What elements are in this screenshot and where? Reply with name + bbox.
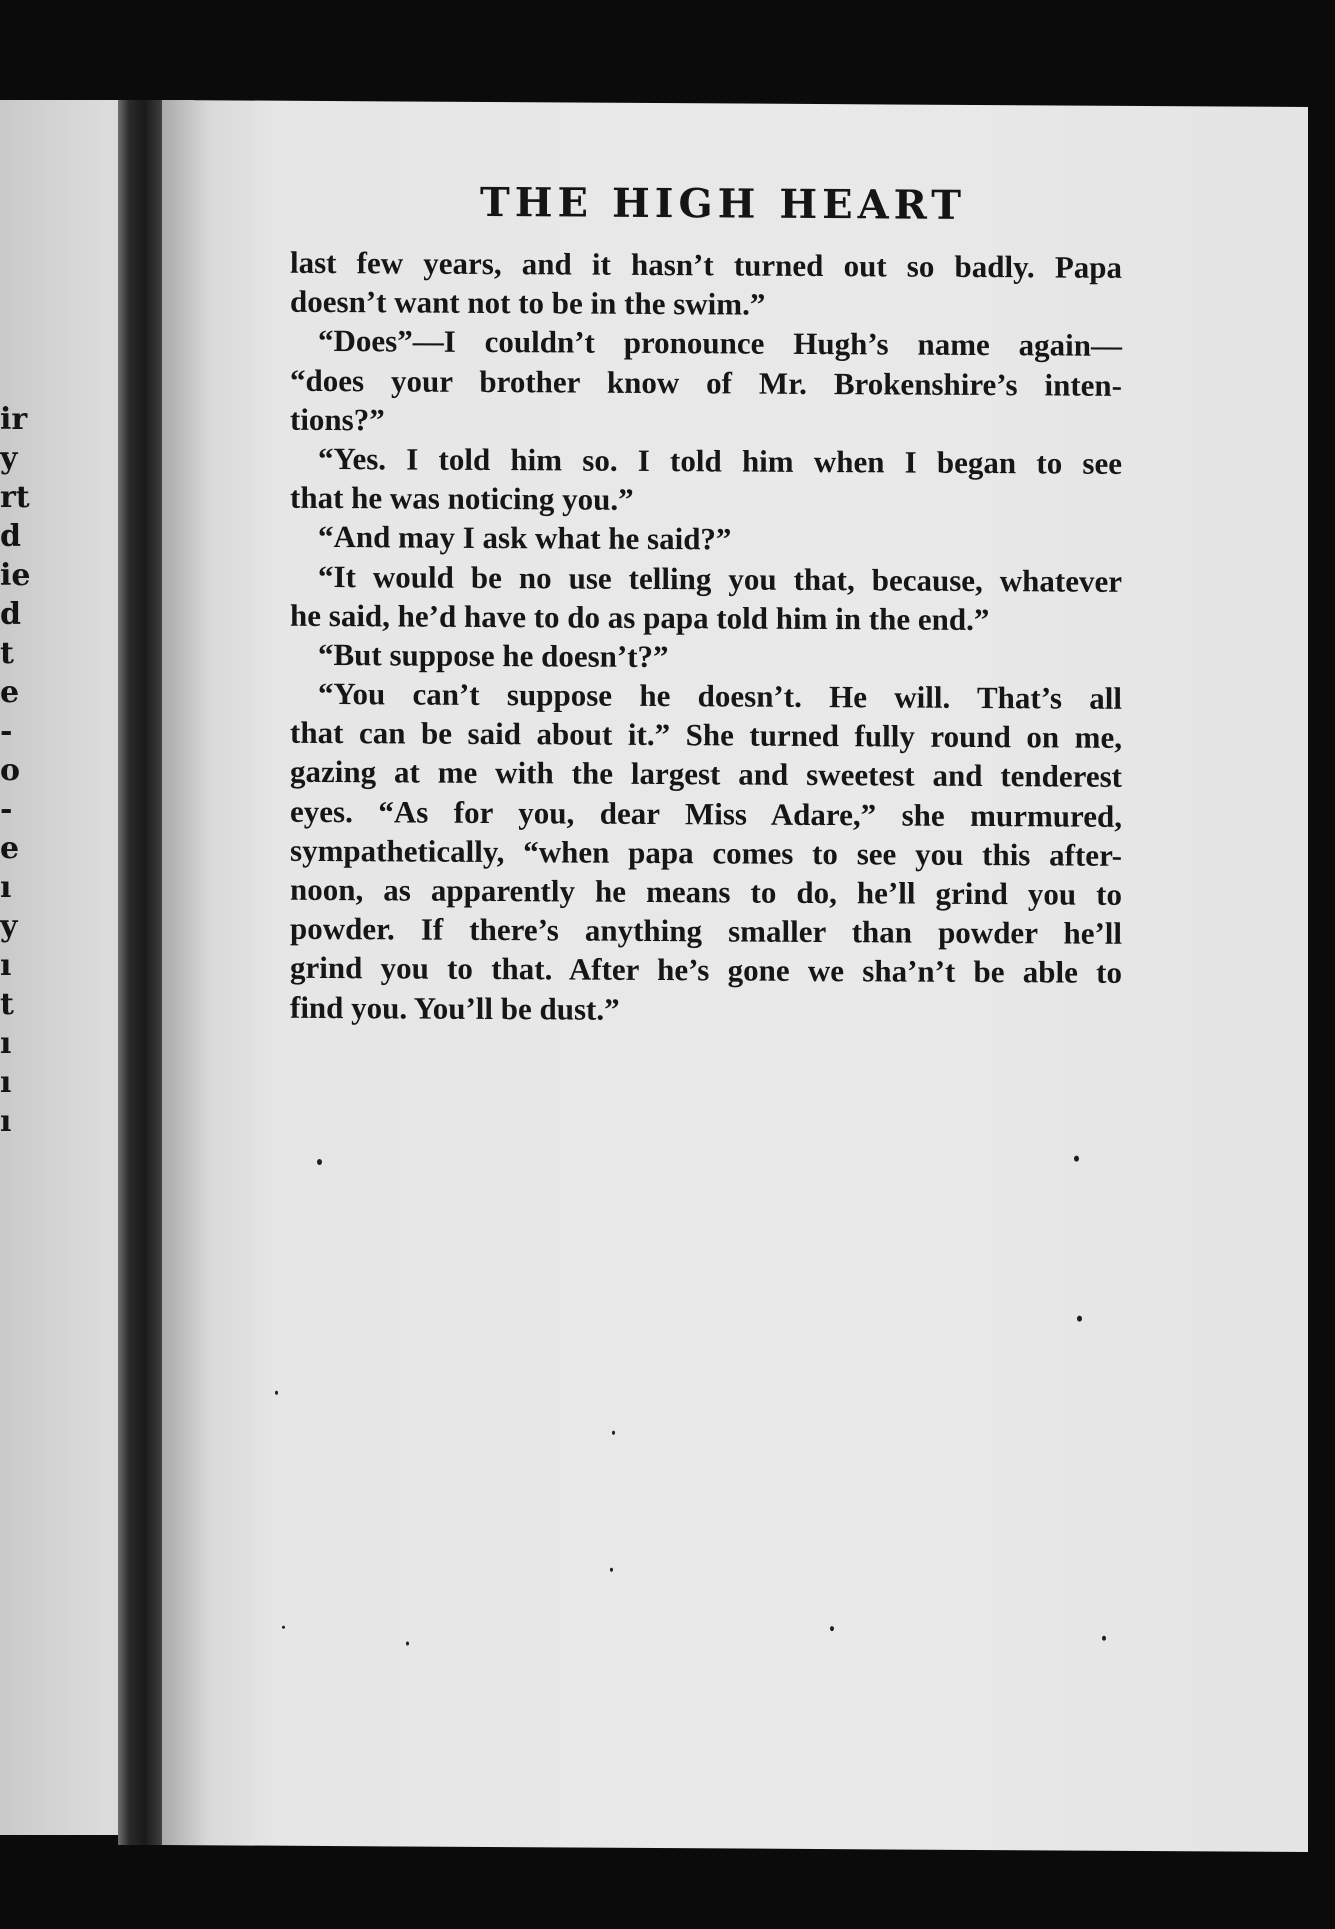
- dust-speck: [830, 1626, 834, 1631]
- text-line: “It would be no use telling you that, because, whatever: [318, 558, 1122, 599]
- fragment: ı: [0, 948, 12, 983]
- fragment: y: [0, 909, 18, 944]
- fragment: d: [0, 519, 21, 554]
- previous-page-text-fragments: [0, 400, 40, 1141]
- text-line: tions?”: [290, 401, 385, 438]
- text-line: “And may I ask what he said?”: [318, 519, 732, 557]
- text-line: sympathetically, “when papa comes to see you this after-: [290, 832, 1122, 873]
- fragment: -: [0, 714, 13, 749]
- text-line: powder. If there’s anything smaller than powder he’ll: [290, 910, 1122, 952]
- text-line: grind you to that. After he’s gone we sha’n’t be able to: [290, 950, 1122, 991]
- fragment: y: [0, 441, 18, 476]
- text-line: “You can’t suppose he doesn’t. He will. That’s all: [318, 676, 1122, 716]
- dust-speck: [612, 1431, 615, 1435]
- fragment: ı: [0, 1065, 12, 1100]
- dust-speck: [610, 1568, 613, 1572]
- text-line: “But suppose he doesn’t?”: [318, 636, 669, 674]
- text-line: that he was noticing you.”: [290, 479, 634, 518]
- fragment: t: [0, 987, 14, 1022]
- fragment: ı: [0, 1104, 12, 1139]
- text-line: “does your brother know of Mr. Brokenshire’s inten-: [290, 362, 1122, 403]
- dust-speck: [1102, 1636, 1106, 1641]
- text-line: last few years, and it hasn’t turned out so badly. Papa: [290, 244, 1122, 285]
- book-page: [162, 100, 1308, 1852]
- fragment: -: [0, 792, 13, 827]
- dust-speck: [1074, 1156, 1079, 1162]
- text-line: that can be said about it.” She turned fully round on me,: [290, 715, 1122, 756]
- fragment: ı: [0, 1026, 12, 1061]
- text-line: find you. You’ll be dust.”: [290, 989, 620, 1027]
- text-line: eyes. “As for you, dear Miss Adare,” she murmured,: [290, 793, 1122, 834]
- running-head: THE HIGH HEART: [480, 178, 966, 229]
- fragment: rt: [0, 480, 30, 515]
- dust-speck: [275, 1391, 278, 1395]
- dust-speck: [406, 1641, 409, 1645]
- dust-speck: [1077, 1316, 1082, 1322]
- fragment: o: [0, 753, 21, 788]
- text-line: noon, as apparently he means to do, he’ll grind you to: [290, 871, 1122, 912]
- fragment: ie: [0, 558, 31, 593]
- fragment: t: [0, 636, 14, 671]
- text-line: he said, he’d have to do as papa told him in the end.”: [290, 597, 990, 637]
- fragment: ir: [0, 402, 28, 437]
- text-line: doesn’t want not to be in the swim.”: [290, 283, 766, 322]
- text-line: “Does”—I couldn’t pronounce Hugh’s name again—: [318, 323, 1122, 364]
- fragment: e: [0, 831, 20, 866]
- fragment: e: [0, 675, 20, 710]
- page-body-text: [290, 243, 1122, 1032]
- fragment: d: [0, 597, 21, 632]
- dust-speck: [317, 1159, 322, 1165]
- fragment: ı: [0, 870, 12, 905]
- text-line: “Yes. I told him so. I told him when I began to see: [318, 440, 1122, 481]
- text-line: gazing at me with the largest and sweetest and tenderest: [290, 754, 1122, 795]
- dust-speck: [282, 1626, 285, 1629]
